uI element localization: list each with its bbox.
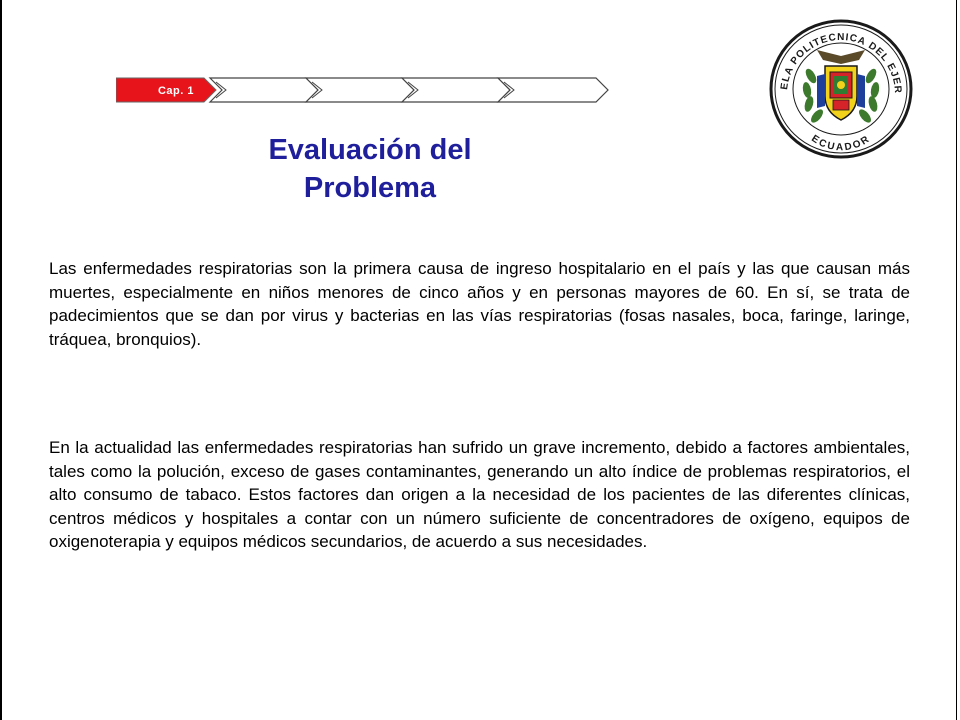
chapter-label: Cap. 1: [157, 85, 194, 97]
chapter-progress: [116, 76, 616, 111]
institution-seal: [767, 16, 915, 167]
title-line-2: Problema: [303, 172, 437, 204]
paragraph-2: En la actualidad las enfermedades respiratorias han sufrido un grave incremento, debido a factores ambientales, tales como la polución, exceso de gases contaminantes, generando un alto índice de problemas respiratorios, el alto consumo de tabaco. Estos factores dan origen a la necesidad de los pacientes de las diferentes clínicas, centros médicos y hospitales a contar con un número suficiente de concentradores de oxígeno, equipos de oxigenoterapia y equipos médicos secundarios, de acuerdo a sus necesidades.: [49, 438, 910, 551]
title-line-1: Evaluación del: [268, 134, 472, 166]
page-title: [200, 131, 540, 207]
seal-emblem-icon: [767, 16, 915, 162]
paragraph-1: Las enfermedades respiratorias son la primera causa de ingreso hospitalario en el país y las que causan más muertes, especialmente en niños menores de cinco años y en personas mayores de 60. En sí, se trata de padecimientos que se dan por virus y bacterias en las vías respiratorias (fosas nasales, boca, faringe, laringe, tráquea, bronquios).: [49, 259, 910, 349]
seal-bottom-text: ECUADOR: [809, 133, 873, 154]
seal-top-text: ELA POLITECNICA DEL EJER: [779, 31, 904, 95]
